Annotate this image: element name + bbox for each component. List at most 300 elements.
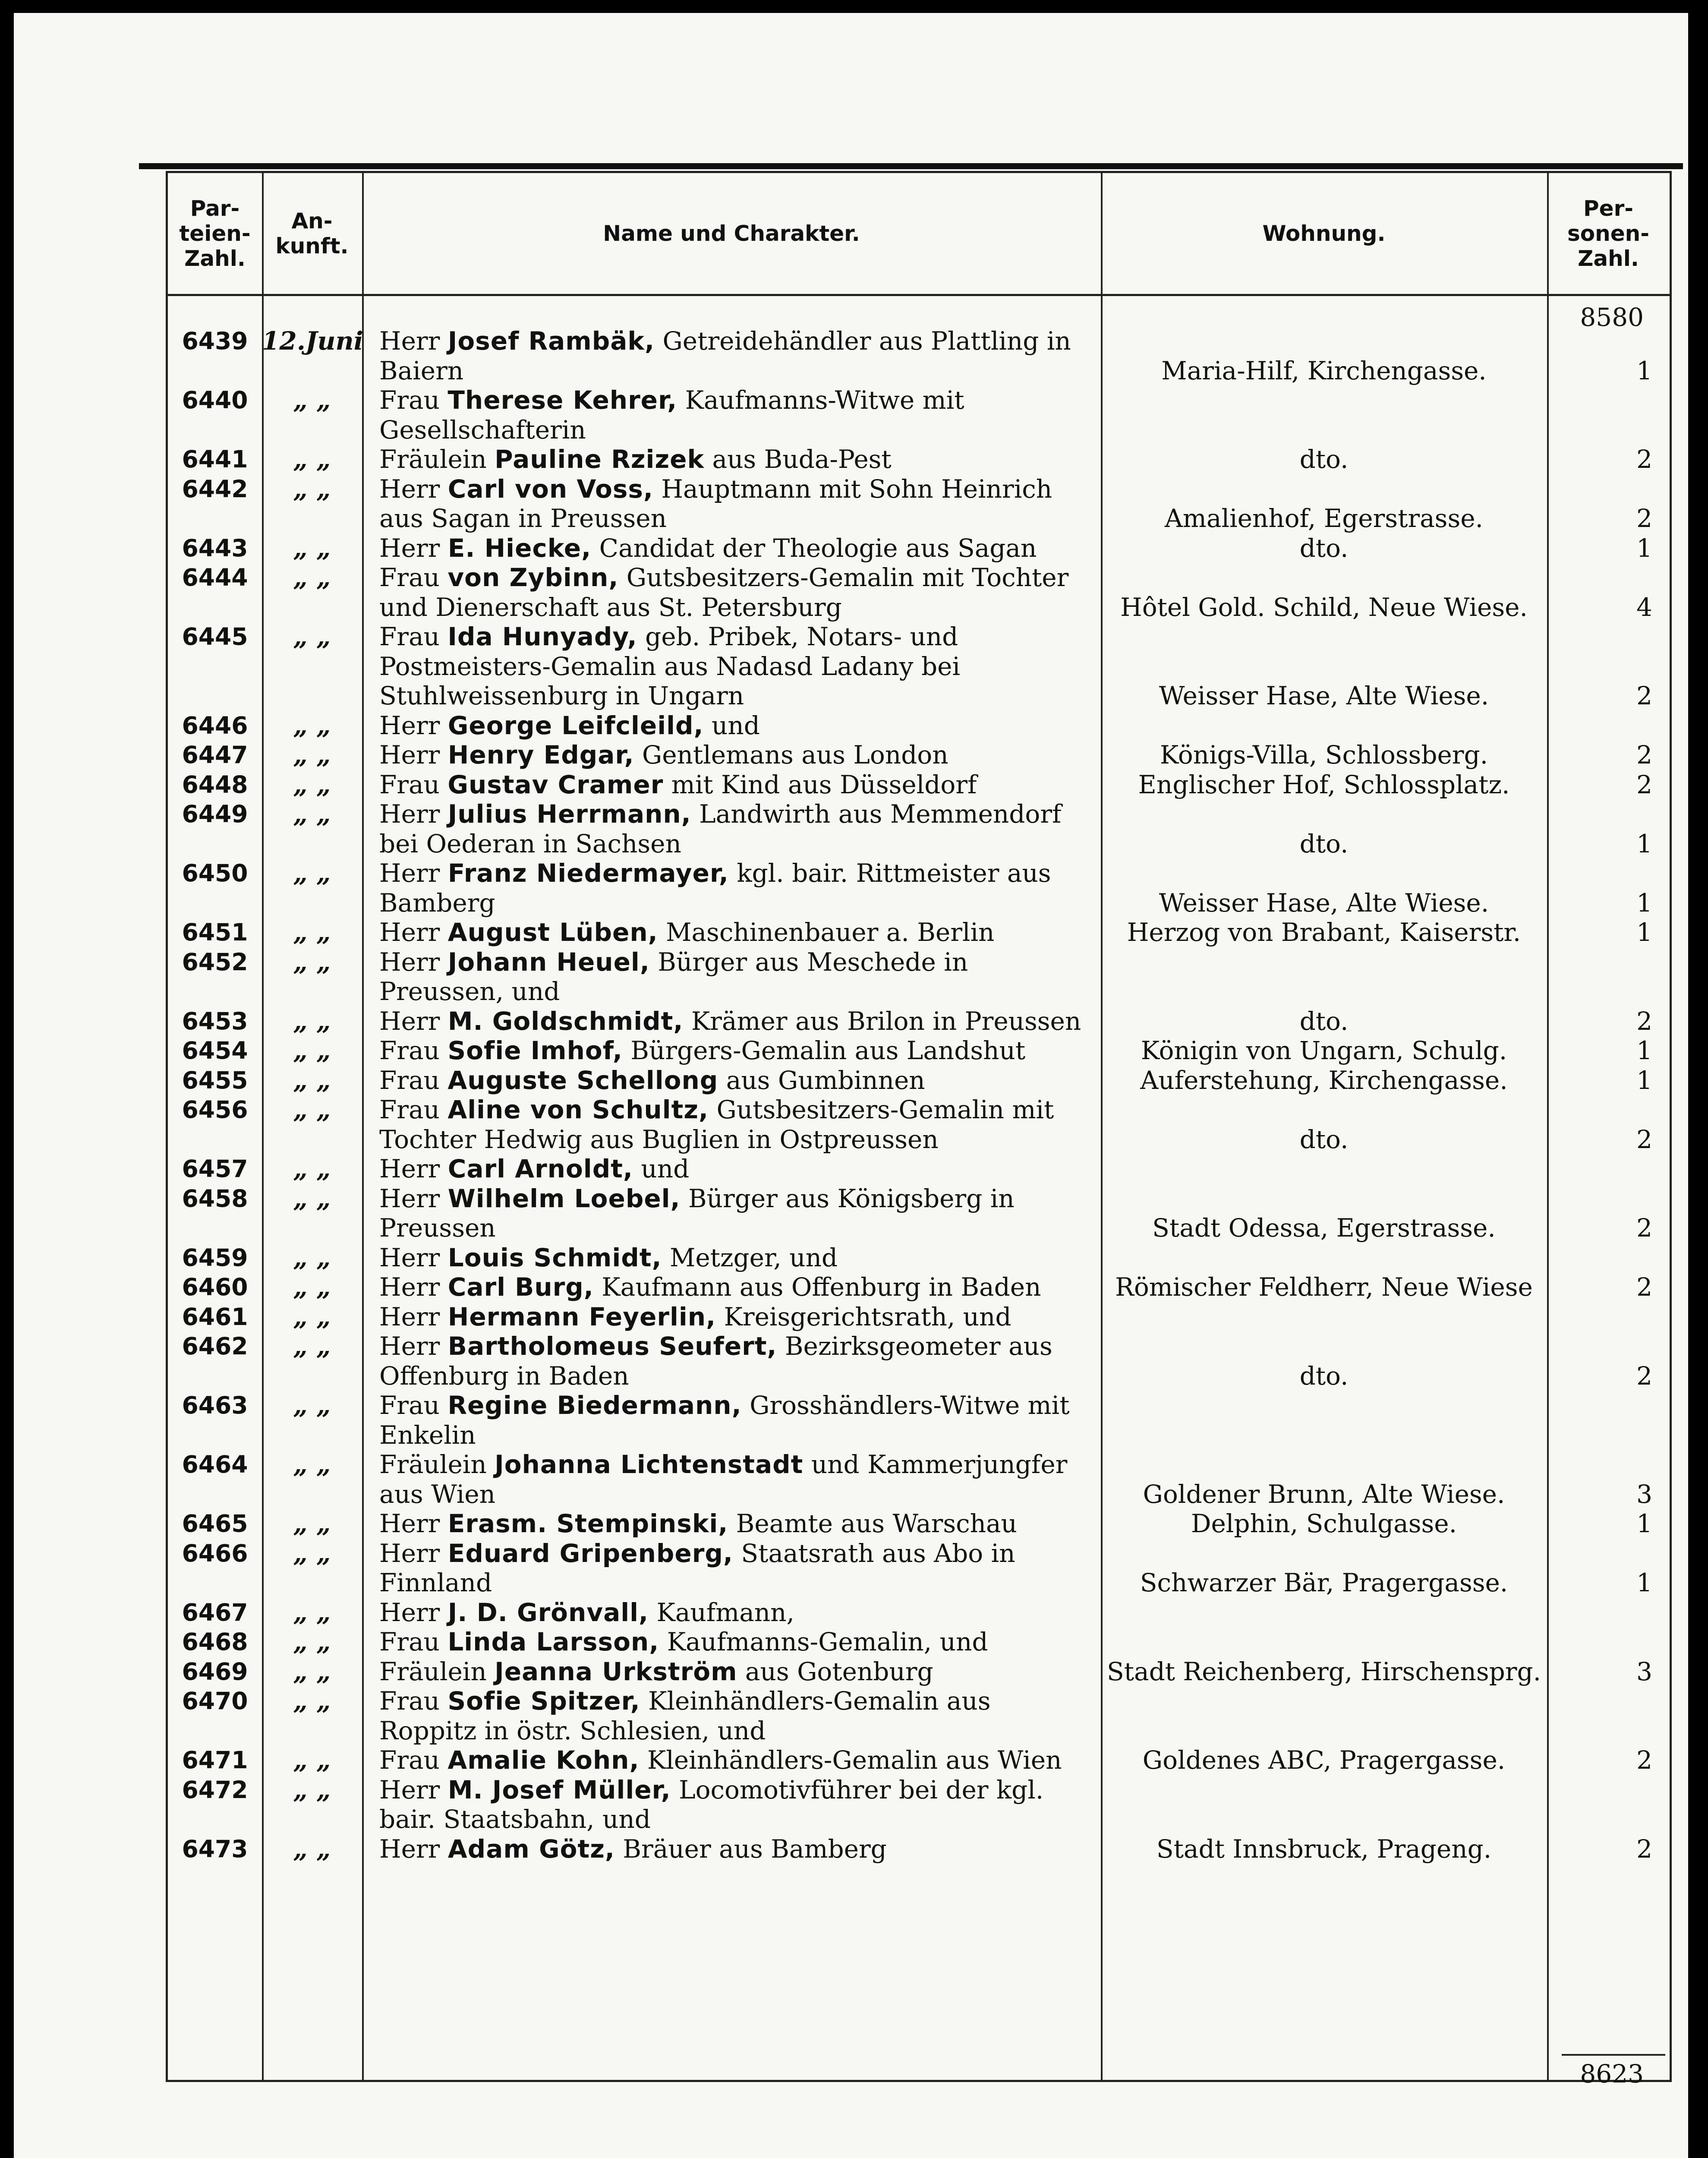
entry-description: Gentlemans aus London	[634, 740, 949, 770]
entry-name-cell	[362, 1509, 1101, 1539]
entry-arrival: „ „	[293, 1745, 331, 1775]
entry-arrival: „ „	[293, 1243, 331, 1272]
entry-description: Maschinenbauer a. Berlin	[658, 918, 995, 947]
entry-persons: 4	[1636, 592, 1652, 622]
entry-description: Kaufmanns-Gemalin, und	[659, 1627, 988, 1656]
entry-residence	[1101, 1775, 1547, 1834]
table-row	[168, 947, 1670, 1006]
entry-residence: dto.	[1299, 1361, 1349, 1391]
entry-description: Kleinhändlers-Gemalin aus Wien	[639, 1745, 1062, 1775]
table-row	[168, 918, 1670, 947]
table-row	[168, 563, 1670, 622]
entry-name-cell	[362, 1066, 1101, 1095]
entry-residence: Königin von Ungarn, Schulg.	[1141, 1036, 1507, 1065]
entry-name-cell	[362, 474, 1101, 533]
entry-name: Carl Arnoldt,	[447, 1154, 633, 1183]
entry-name: Linda Larsson,	[447, 1627, 659, 1656]
entry-title: Herr	[379, 1775, 448, 1805]
entry-persons: 2	[1636, 770, 1652, 799]
header-wohnung: Wohnung.	[1262, 221, 1386, 246]
entry-title: Herr	[379, 1538, 448, 1568]
entry-persons: 1	[1636, 1065, 1652, 1095]
entry-persons	[1547, 1686, 1670, 1745]
entry-arrival: „ „	[293, 1627, 331, 1656]
entry-arrival: „ „	[293, 1272, 331, 1302]
entry-name: Johann Heuel,	[447, 947, 650, 977]
entry-name-cell	[362, 1391, 1101, 1450]
entry-arrival: „ „	[293, 1450, 331, 1479]
entry-description: Candidat der Theologie aus Sagan	[591, 533, 1037, 563]
table-row	[168, 1391, 1670, 1450]
entry-title: Frau	[379, 1745, 448, 1775]
entry-description: Metzger, und	[662, 1243, 838, 1272]
entry-title: Fräulein	[379, 445, 495, 474]
table-row	[168, 1598, 1670, 1628]
entry-residence	[1101, 947, 1547, 1006]
entry-description: und Kammerjungfer aus Wien	[379, 1450, 1068, 1509]
entry-name: Eduard Gripenberg,	[447, 1538, 733, 1568]
entry-arrival: „ „	[293, 1006, 331, 1036]
entry-name: Bartholomeus Seufert,	[447, 1331, 777, 1361]
table-row	[168, 445, 1670, 474]
entry-number: 6451	[182, 918, 248, 946]
entry-name: Adam Götz,	[447, 1834, 615, 1864]
table-row	[168, 1686, 1670, 1745]
entry-name: J. D. Grönvall,	[447, 1597, 649, 1627]
entry-arrival: „ „	[293, 770, 331, 799]
entry-number: 6439	[182, 327, 248, 355]
entry-arrival: „ „	[293, 1775, 331, 1805]
entry-name: Carl Burg,	[447, 1272, 594, 1302]
register-table	[166, 171, 1672, 2089]
entry-description: Kaufmann,	[649, 1597, 794, 1627]
table-row	[168, 1154, 1670, 1184]
entry-number: 6471	[182, 1746, 248, 1774]
entry-arrival: „ „	[293, 1183, 331, 1213]
entry-name: Sofie Spitzer,	[447, 1686, 640, 1716]
entry-arrival: „ „	[293, 1509, 331, 1538]
entry-persons: 1	[1636, 356, 1652, 385]
entry-arrival: „ „	[293, 1538, 331, 1568]
entry-description: und	[633, 1154, 690, 1183]
entry-description: aus Buda-Pest	[704, 445, 892, 474]
entry-residence: Auferstehung, Kirchengasse.	[1140, 1065, 1508, 1095]
entry-description: kgl. bair. Rittmeister aus Bamberg	[379, 858, 1051, 918]
entry-residence	[1101, 1154, 1547, 1184]
entry-name-cell	[362, 1539, 1101, 1598]
entry-name-cell	[362, 1272, 1101, 1302]
entry-name: Regine Biedermann,	[447, 1391, 742, 1420]
entry-residence: Königs-Villa, Schlossberg.	[1160, 740, 1488, 770]
entry-arrival: „ „	[293, 1656, 331, 1686]
entry-name: von Zybinn,	[447, 563, 619, 592]
entry-description: aus Gotenburg	[737, 1656, 933, 1686]
entry-persons	[1547, 1598, 1670, 1628]
entry-persons: 1	[1636, 1036, 1652, 1065]
entry-name: Josef Rambäk,	[447, 326, 655, 356]
entry-residence: Delphin, Schulgasse.	[1191, 1509, 1457, 1538]
table-row	[168, 1539, 1670, 1598]
entry-residence: Goldener Brunn, Alte Wiese.	[1143, 1479, 1505, 1509]
entry-arrival: „ „	[293, 1597, 331, 1627]
entry-title: Herr	[379, 1006, 448, 1036]
entry-name: Auguste Schellong	[447, 1065, 718, 1095]
entry-title: Herr	[379, 1834, 448, 1864]
entry-title: Frau	[379, 385, 448, 415]
table-row	[168, 711, 1670, 741]
entry-description: Bürger aus Königsberg in Preussen	[379, 1183, 1015, 1243]
entry-arrival: „ „	[293, 1686, 331, 1716]
entry-name: Wilhelm Loebel,	[447, 1183, 681, 1213]
entry-number: 6457	[182, 1155, 248, 1183]
entry-description: und	[703, 710, 760, 740]
entry-name-cell	[362, 1184, 1101, 1243]
entry-description: Locomotivführer bei der kgl. bair. Staatsbahn, und	[379, 1775, 1044, 1834]
table-row	[168, 1184, 1670, 1243]
header-rule	[168, 294, 1670, 296]
entry-persons: 1	[1636, 1509, 1652, 1538]
entry-residence: Amalienhof, Egerstrasse.	[1165, 504, 1483, 533]
table-row	[168, 1243, 1670, 1273]
entry-name: Jeanna Urkström	[495, 1656, 737, 1686]
entry-persons: 3	[1636, 1479, 1652, 1509]
entry-name-cell	[362, 1834, 1101, 1864]
entry-number: 6465	[182, 1510, 248, 1537]
entry-description: Gutsbesitzers-Gemalin mit Tochter Hedwig aus Buglien in Ostpreussen	[379, 1095, 1054, 1154]
entry-title: Fräulein	[379, 1656, 495, 1686]
entry-residence: Weisser Hase, Alte Wiese.	[1159, 888, 1489, 918]
entry-name-cell	[362, 1598, 1101, 1628]
carried-total: 8580	[1580, 303, 1644, 332]
entry-persons	[1547, 1243, 1670, 1273]
entry-number: 6442	[182, 475, 248, 503]
entry-title: Frau	[379, 563, 448, 592]
entry-description: Beamte aus Warschau	[728, 1509, 1017, 1538]
entry-name: E. Hiecke,	[447, 533, 592, 563]
entry-residence	[1101, 1243, 1547, 1273]
table-row	[168, 858, 1670, 918]
entry-arrival: „ „	[293, 1834, 331, 1864]
entry-arrival: „ „	[293, 740, 331, 770]
entry-title: Herr	[379, 1243, 448, 1272]
entry-residence: dto.	[1299, 829, 1349, 858]
entry-title: Herr	[379, 918, 448, 947]
entry-title: Herr	[379, 1331, 448, 1361]
entry-name-cell	[362, 770, 1101, 800]
entry-persons: 2	[1636, 740, 1652, 770]
table-row	[168, 1450, 1670, 1509]
entry-description: Getreidehändler aus Plattling in Baiern	[379, 326, 1071, 385]
entry-residence: Weisser Hase, Alte Wiese.	[1159, 681, 1489, 710]
entry-name: Louis Schmidt,	[447, 1243, 662, 1272]
entry-residence: Englischer Hof, Schlossplatz.	[1138, 770, 1510, 799]
entry-number: 6455	[182, 1066, 248, 1094]
entry-name: M. Goldschmidt,	[447, 1006, 684, 1036]
entry-residence: Schwarzer Bär, Pragergasse.	[1140, 1568, 1508, 1597]
entry-title: Frau	[379, 770, 448, 799]
entry-name-cell	[362, 1686, 1101, 1745]
entry-name: Johanna Lichtenstadt	[495, 1450, 804, 1479]
table-row	[168, 326, 1670, 385]
entry-persons: 2	[1636, 504, 1652, 533]
entry-name-cell	[362, 1657, 1101, 1687]
entry-residence: Goldenes ABC, Pragergasse.	[1142, 1745, 1506, 1775]
entry-persons	[1547, 1154, 1670, 1184]
top-rule	[139, 163, 1683, 169]
entry-name: Therese Kehrer,	[447, 385, 678, 415]
entry-persons	[1547, 1775, 1670, 1834]
entry-name-cell	[362, 918, 1101, 947]
entry-name-cell	[362, 799, 1101, 858]
entry-number: 6447	[182, 741, 248, 769]
entry-description: Landwirth aus Memmendorf bei Oederan in Sachsen	[379, 799, 1062, 858]
entry-number: 6445	[182, 623, 248, 650]
entry-description: Bürgers-Gemalin aus Landshut	[622, 1036, 1026, 1065]
entry-persons: 2	[1636, 1272, 1652, 1302]
entry-title: Frau	[379, 1065, 448, 1095]
entry-description: Hauptmann mit Sohn Heinrich aus Sagan in Preussen	[379, 474, 1053, 533]
entry-title: Herr	[379, 947, 448, 977]
table-row	[168, 1095, 1670, 1154]
entry-arrival: „ „	[293, 1391, 331, 1420]
entry-number: 6448	[182, 770, 248, 798]
entry-description: Kreisgerichtsrath, und	[716, 1302, 1012, 1331]
entry-number: 6461	[182, 1303, 248, 1331]
entry-arrival: „ „	[293, 474, 331, 504]
entry-arrival: „ „	[293, 385, 331, 415]
entry-number: 6467	[182, 1598, 248, 1626]
entry-name: Ida Hunyady,	[447, 622, 637, 651]
entry-residence	[1101, 1598, 1547, 1628]
entry-name: Gustav Cramer	[447, 770, 664, 799]
entry-arrival: „ „	[293, 1095, 331, 1124]
entry-arrival: „ „	[293, 563, 331, 592]
entry-number: 6443	[182, 534, 248, 562]
entry-persons	[1547, 711, 1670, 741]
entry-number: 6444	[182, 564, 248, 591]
entry-title: Frau	[379, 1686, 448, 1716]
entry-name-cell	[362, 947, 1101, 1006]
entry-name-cell	[362, 858, 1101, 918]
entry-number: 6449	[182, 800, 248, 828]
entry-arrival: „ „	[293, 947, 331, 977]
entry-persons: 2	[1636, 1213, 1652, 1243]
entry-residence	[1101, 1686, 1547, 1745]
entry-number: 6468	[182, 1628, 248, 1656]
entry-name-cell	[362, 740, 1101, 770]
entry-persons	[1547, 947, 1670, 1006]
entry-description: Grosshändlers-Witwe mit Enkelin	[379, 1391, 1070, 1450]
table-row	[168, 1509, 1670, 1539]
entry-name-cell	[362, 1006, 1101, 1036]
entry-title: Herr	[379, 1597, 448, 1627]
entry-description: Kaufmanns-Witwe mit Gesellschafterin	[379, 385, 964, 445]
final-total: 8623	[1580, 2059, 1644, 2089]
entry-number: 6472	[182, 1776, 248, 1804]
entry-title: Frau	[379, 1095, 448, 1124]
entry-title: Herr	[379, 858, 448, 888]
entry-arrival: „ „	[293, 1065, 331, 1095]
entry-arrival: „ „	[293, 1154, 331, 1183]
entry-description: aus Gumbinnen	[718, 1065, 925, 1095]
entry-title: Herr	[379, 799, 448, 829]
header-ankunft: An-kunft.	[275, 208, 349, 259]
entry-title: Fräulein	[379, 1450, 495, 1479]
entry-name: George Leifcleild,	[447, 710, 704, 740]
table-row	[168, 740, 1670, 770]
entry-number: 6462	[182, 1332, 248, 1360]
entry-persons: 1	[1636, 918, 1652, 947]
entry-persons: 2	[1636, 1361, 1652, 1391]
entry-persons: 1	[1636, 1568, 1652, 1597]
entry-persons	[1547, 1391, 1670, 1450]
entry-name: Hermann Feyerlin,	[447, 1302, 716, 1331]
table-row	[168, 1331, 1670, 1391]
entry-number: 6464	[182, 1451, 248, 1478]
entry-title: Herr	[379, 1154, 448, 1183]
table-row	[168, 1036, 1670, 1066]
entry-description: Kleinhändlers-Gemalin aus Roppitz in östr. Schlesien, und	[379, 1686, 991, 1745]
entry-persons: 1	[1636, 829, 1652, 858]
table-row	[168, 1834, 1670, 1864]
entry-arrival: „ „	[293, 1302, 331, 1331]
entry-residence: dto.	[1299, 1006, 1349, 1036]
entry-name: M. Josef Müller,	[447, 1775, 671, 1805]
table-row	[168, 770, 1670, 800]
header-personen: Per-sonen-Zahl.	[1567, 196, 1649, 271]
entry-name: Aline von Schultz,	[447, 1095, 709, 1124]
table-row	[168, 799, 1670, 858]
entry-name: Erasm. Stempinski,	[447, 1509, 728, 1538]
entry-title: Herr	[379, 740, 448, 770]
entry-name-cell	[362, 1036, 1101, 1066]
entry-arrival: 12.Juni	[262, 326, 363, 356]
table-row	[168, 1006, 1670, 1036]
entry-name: August Lüben,	[447, 918, 658, 947]
entry-title: Herr	[379, 326, 448, 356]
entry-description: Gutsbesitzers-Gemalin mit Tochter und Dienerschaft aus St. Petersburg	[379, 563, 1069, 622]
entry-description: Krämer aus Brilon in Preussen	[683, 1006, 1081, 1036]
entry-number: 6453	[182, 1007, 248, 1035]
entry-persons: 2	[1636, 1006, 1652, 1036]
entry-residence: Herzog von Brabant, Kaiserstr.	[1127, 918, 1521, 947]
entry-persons: 2	[1636, 1124, 1652, 1154]
entry-title: Frau	[379, 622, 448, 651]
entry-persons	[1547, 1627, 1670, 1657]
entry-name-cell	[362, 445, 1101, 474]
entry-name: Henry Edgar,	[447, 740, 634, 770]
entry-title: Herr	[379, 1509, 448, 1538]
entry-residence: dto.	[1299, 533, 1349, 563]
entry-description: geb. Pribek, Notars- und Postmeisters-Gemalin aus Nadasd Ladany bei Stuhlweissenburg in Ungarn	[379, 622, 961, 710]
entry-number: 6456	[182, 1096, 248, 1123]
table-row	[168, 1745, 1670, 1775]
entry-name-cell	[362, 385, 1101, 445]
entry-name-cell	[362, 622, 1101, 711]
entry-number: 6459	[182, 1243, 248, 1271]
entry-name-cell	[362, 1154, 1101, 1184]
entry-residence	[1101, 1627, 1547, 1657]
entry-number: 6466	[182, 1539, 248, 1567]
entry-residence: Maria-Hilf, Kirchengasse.	[1161, 356, 1487, 385]
entry-persons: 2	[1636, 445, 1652, 474]
entry-name-cell	[362, 1775, 1101, 1834]
entry-arrival: „ „	[293, 858, 331, 888]
entry-title: Frau	[379, 1627, 448, 1656]
entry-number: 6441	[182, 445, 248, 473]
entry-name: Julius Herrmann,	[447, 799, 691, 829]
sum-rule	[1562, 2054, 1665, 2056]
table-row	[168, 1657, 1670, 1687]
header-parteien: Par-teien-Zahl.	[179, 196, 251, 271]
entry-name-cell	[362, 563, 1101, 622]
entry-arrival: „ „	[293, 1331, 331, 1361]
entry-name-cell	[362, 1331, 1101, 1391]
entry-list	[168, 326, 1670, 1864]
entry-number: 6446	[182, 711, 248, 739]
table-row	[168, 1302, 1670, 1332]
table-row	[168, 474, 1670, 533]
entry-name-cell	[362, 1302, 1101, 1332]
entry-persons	[1547, 1302, 1670, 1332]
entry-name-cell	[362, 326, 1101, 385]
entry-name-cell	[362, 1243, 1101, 1273]
entry-number: 6463	[182, 1391, 248, 1419]
entry-name-cell	[362, 533, 1101, 563]
entry-title: Frau	[379, 1036, 448, 1065]
table-row	[168, 1272, 1670, 1302]
entry-residence	[1101, 1302, 1547, 1332]
entry-title: Herr	[379, 474, 448, 504]
entry-residence: dto.	[1299, 445, 1349, 474]
entry-name-cell	[362, 1627, 1101, 1657]
entry-residence	[1101, 385, 1547, 445]
entry-title: Herr	[379, 710, 448, 740]
entry-description: Bezirksgeometer aus Offenburg in Baden	[379, 1331, 1053, 1391]
entry-residence: Stadt Reichenberg, Hirschensprg.	[1106, 1656, 1541, 1686]
entry-title: Frau	[379, 1391, 448, 1420]
entry-arrival: „ „	[293, 710, 331, 740]
entry-arrival: „ „	[293, 918, 331, 947]
table-row	[168, 1066, 1670, 1095]
table-row	[168, 1627, 1670, 1657]
entry-name-cell	[362, 711, 1101, 741]
entry-title: Herr	[379, 1272, 448, 1302]
entry-title: Herr	[379, 533, 448, 563]
entry-name-cell	[362, 1745, 1101, 1775]
entry-number: 6460	[182, 1273, 248, 1301]
entry-title: Herr	[379, 1302, 448, 1331]
entry-arrival: „ „	[293, 622, 331, 651]
entry-persons: 1	[1636, 888, 1652, 918]
entry-arrival: „ „	[293, 533, 331, 563]
entry-name-cell	[362, 1450, 1101, 1509]
table-row	[168, 385, 1670, 445]
entry-number: 6454	[182, 1037, 248, 1064]
entry-residence: Stadt Innsbruck, Prageng.	[1156, 1834, 1492, 1864]
entry-description: Staatsrath aus Abo in Finnland	[379, 1538, 1015, 1597]
entry-arrival: „ „	[293, 445, 331, 474]
table-row	[168, 622, 1670, 711]
entry-description: mit Kind aus Düsseldorf	[663, 770, 977, 799]
entry-name: Sofie Imhof,	[447, 1036, 623, 1065]
entry-description: Bürger aus Meschede in Preussen, und	[379, 947, 968, 1006]
entry-name: Pauline Rzizek	[495, 445, 705, 474]
entry-residence: Stadt Odessa, Egerstrasse.	[1152, 1213, 1496, 1243]
entry-arrival: „ „	[293, 799, 331, 829]
entry-persons: 2	[1636, 681, 1652, 710]
entry-name-cell	[362, 1095, 1101, 1154]
